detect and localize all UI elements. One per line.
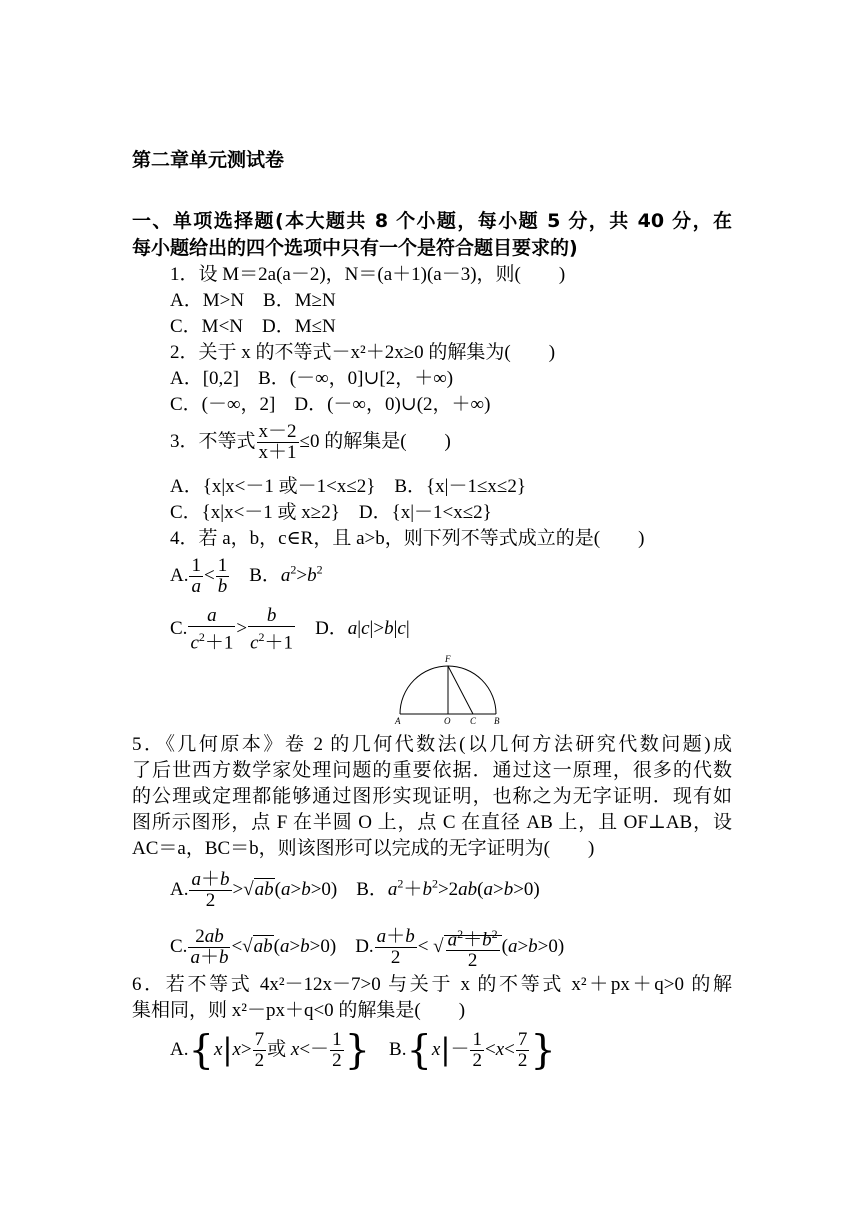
question-1: 1．设 M＝2a(a－2)，N＝(a＋1)(a－3)，则( ) xyxy=(170,264,566,285)
label-c: C xyxy=(470,716,477,726)
q5-options-ab: A. $\frac{a+b}{2}$ >√ab(a>b>0) B．$a^2+b^2>2ab(a>b>0)$ xyxy=(170,869,540,911)
q2-options-ab: A．[0,2] B．(－∞，0]∪[2，＋∞) xyxy=(170,368,454,389)
question-5-line4: 图所示图形，点 F 在半圆 O 上，点 C 在直径 AB 上，且 OF⊥AB，设 xyxy=(132,812,732,833)
question-3: 3．不等式 $\frac{x-2}{x+1}$ ≤0 的解集是( ) xyxy=(170,421,451,463)
question-2: 2．关于 x 的不等式－x²＋2x≥0 的解集为( ) xyxy=(170,342,556,363)
label-f: F xyxy=(445,654,451,664)
question-5-line3: 的公理或定理都能够通过图形实现证明，也称之为无字证明．现有如 xyxy=(132,786,732,807)
q6-options-ab: A.{x|x> $\frac{7}{2}$ 或 x<－ $\frac{1}{2}$ } B.{x|－ $\frac{1}{2}$ <x< $\frac{7}{2}$ } xyxy=(170,1027,556,1074)
question-6-line1: 6．若不等式 4x²－12x－7>0 与关于 x 的不等式 x²＋px＋q>0 的解 xyxy=(132,974,732,995)
q3-options-cd: C．{x|x<－1 或 x≥2} D．{x|－1<x≤2} xyxy=(170,502,492,523)
q1-options-ab: A．M>N B．M≥N xyxy=(170,290,336,311)
q1-options-cd: C．M<N D．M≤N xyxy=(170,316,336,337)
label-o: O xyxy=(444,716,451,726)
q3-options-ab: A．{x|x<－1 或－1<x≤2} B．{x|－1≤x≤2} xyxy=(170,476,526,497)
section-header: 一、单项选择题(本大题共 8 个小题，每小题 5 分，共 40 分，在 xyxy=(132,210,732,232)
section-header-cont: 每小题给出的四个选项中只有一个是符合题目要求的) xyxy=(132,237,578,259)
q5-options-cd: C. $\frac{2ab}{a+b}$ <√ab(a>b>0) D. $\frac{a+b}{2}$ < √ $\frac{a^2+b^2}{2}$ (a>b>0) xyxy=(170,924,564,971)
question-5-line2: 了后世西方数学家处理问题的重要依据．通过这一原理，很多的代数 xyxy=(132,760,732,781)
q4-options-ab: A. $\frac{1}{a}$ < $\frac{1}{b}$ B．$a^2>b^2$ xyxy=(170,555,323,597)
label-b: B xyxy=(494,716,500,726)
q2-options-cd: C．(－∞，2] D．(－∞，0)∪(2，＋∞) xyxy=(170,394,491,415)
page-title: 第二章单元测试卷 xyxy=(132,149,285,171)
question-6-line2: 集相同，则 x²－px＋q<0 的解集是( ) xyxy=(132,1000,466,1021)
label-a: A xyxy=(395,716,401,726)
question-4: 4．若 a，b，c∈R，且 a>b，则下列不等式成立的是( ) xyxy=(170,528,645,549)
q4-options-cd: C. $\frac{a}{c^2+1}$ > $\frac{b}{c^2+1}$ D．a|c|>b|c| xyxy=(170,605,410,654)
semicircle-figure xyxy=(393,652,508,727)
question-5-line1: 5．《几何原本》卷 2 的几何代数法(以几何方法研究代数问题)成 xyxy=(132,734,732,755)
question-5-line5: AC＝a，BC＝b，则该图形可以完成的无字证明为( ) xyxy=(132,838,595,859)
